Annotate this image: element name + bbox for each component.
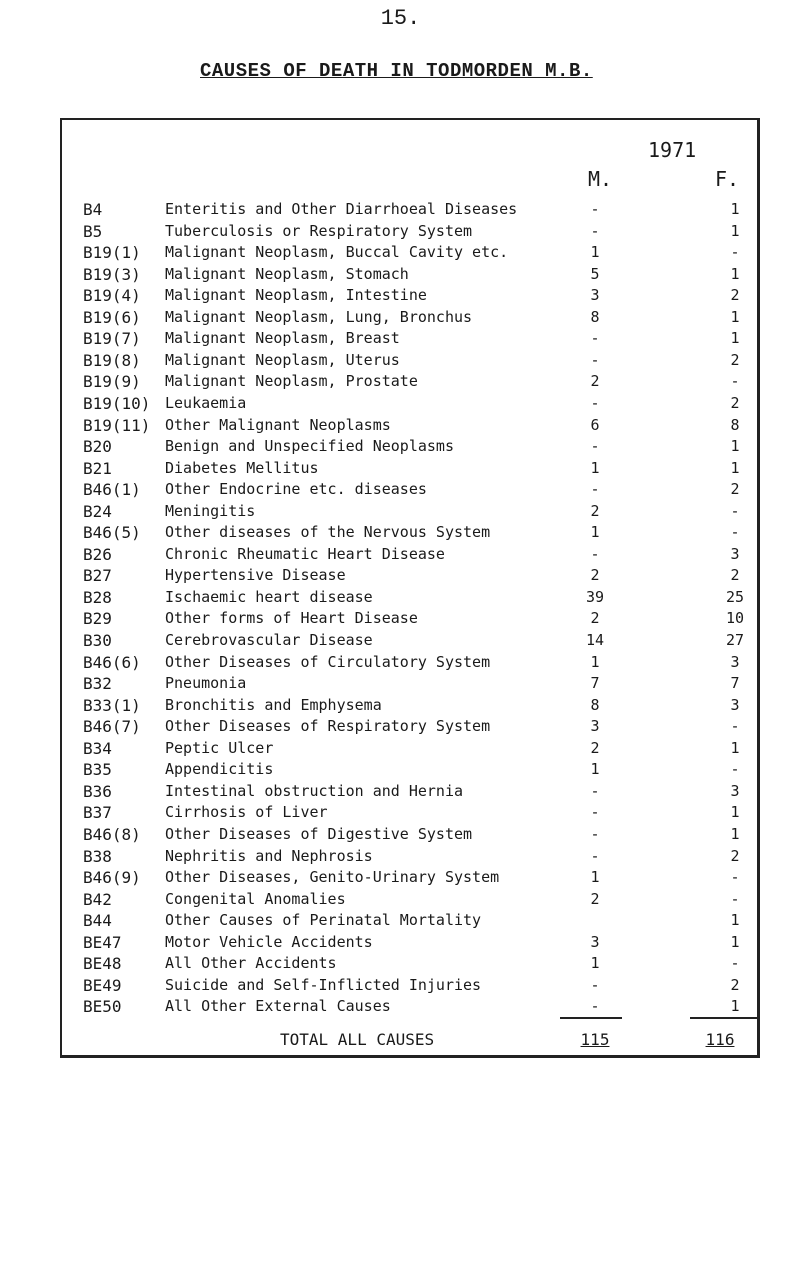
row-cause: Other Diseases of Respiratory System [165, 717, 491, 736]
row-male-count: 39 [585, 587, 605, 606]
row-female-count: 1 [730, 803, 740, 822]
row-female-count: 1 [730, 997, 740, 1016]
row-male-count: - [590, 803, 600, 822]
row-cause: Pneumonia [165, 674, 247, 693]
row-male-count: 2 [590, 566, 600, 585]
row-male-count: - [590, 997, 600, 1016]
row-female-count: 2 [730, 846, 740, 865]
row-code: B27 [83, 566, 112, 586]
year-heading: 1971 [648, 138, 697, 162]
row-cause: Peptic Ulcer [165, 738, 274, 757]
table-row [0, 782, 801, 806]
table-row [0, 890, 801, 914]
row-cause: Other Causes of Perinatal Mortality [165, 911, 482, 930]
total-female: 116 [705, 1030, 735, 1049]
row-female-count: 27 [725, 631, 745, 649]
row-code: B34 [83, 738, 112, 758]
row-code: B30 [83, 631, 112, 650]
row-male-count: 2 [590, 889, 600, 908]
table-row [0, 717, 801, 741]
row-code: B5 [83, 221, 103, 241]
row-male-count: 1 [590, 523, 600, 542]
row-code: BE47 [83, 932, 122, 952]
table-row [0, 502, 801, 526]
row-code: B35 [83, 760, 112, 780]
row-male-count: 2 [590, 609, 600, 628]
row-male-count: - [590, 781, 600, 800]
table-row [0, 200, 801, 224]
table-row [0, 566, 801, 590]
row-cause: Meningitis [165, 501, 256, 520]
table-row [0, 911, 801, 935]
row-cause: Malignant Neoplasm, Buccal Cavity etc. [165, 243, 509, 262]
row-code: B19(10) [83, 393, 151, 413]
table-row [0, 631, 801, 655]
male-sum-line [560, 1017, 622, 1019]
table-row [0, 265, 801, 289]
male-column-heading: M. [588, 167, 613, 191]
table-row [0, 954, 801, 978]
table-row [0, 394, 801, 418]
row-code: B37 [83, 803, 112, 823]
row-female-count: 1 [730, 437, 740, 456]
row-code: B19(11) [83, 415, 151, 435]
row-code: BE48 [83, 954, 122, 974]
row-male-count: - [590, 350, 600, 369]
row-male-count: 6 [590, 415, 600, 434]
table-row [0, 976, 801, 1000]
row-female-count: 1 [730, 200, 740, 218]
row-code: BE49 [83, 975, 122, 995]
row-cause: Other Malignant Neoplasms [165, 415, 391, 434]
row-female-count: - [730, 868, 740, 887]
row-female-count: 1 [730, 221, 740, 240]
row-male-count: 7 [590, 674, 600, 693]
table-row [0, 222, 801, 246]
row-cause: Enteritis and Other Diarrhoeal Diseases [165, 200, 518, 218]
row-code: B4 [83, 200, 103, 219]
row-code: B46(6) [83, 652, 141, 672]
row-female-count: 3 [730, 544, 740, 563]
row-male-count: 14 [585, 631, 605, 649]
table-row [0, 997, 801, 1021]
row-female-count: 3 [730, 781, 740, 800]
row-code: B26 [83, 544, 112, 564]
row-code: B38 [83, 846, 112, 866]
table-row [0, 416, 801, 440]
row-male-count: 1 [590, 652, 600, 671]
row-female-count: 2 [730, 975, 740, 994]
row-code: B21 [83, 458, 112, 478]
row-code: B32 [83, 674, 112, 694]
row-code: B36 [83, 781, 112, 801]
row-male-count: - [590, 393, 600, 412]
table-row [0, 480, 801, 504]
row-female-count: 2 [730, 480, 740, 499]
row-female-count: 7 [730, 674, 740, 693]
row-male-count: 8 [590, 307, 600, 326]
table-row [0, 739, 801, 763]
row-cause: Malignant Neoplasm, Breast [165, 329, 400, 348]
table-row [0, 437, 801, 461]
table-row [0, 868, 801, 892]
table-row [0, 588, 801, 612]
row-male-count: 1 [590, 954, 600, 973]
row-female-count: 1 [730, 932, 740, 951]
row-male-count: 5 [590, 264, 600, 283]
row-cause: Malignant Neoplasm, Prostate [165, 372, 418, 391]
row-code: B19(9) [83, 372, 141, 392]
row-code: B28 [83, 587, 112, 607]
row-cause: All Other External Causes [165, 997, 391, 1016]
row-female-count: 1 [730, 911, 740, 930]
row-cause: Malignant Neoplasm, Lung, Bronchus [165, 307, 473, 326]
row-female-count: - [730, 243, 740, 262]
row-cause: Bronchitis and Emphysema [165, 695, 382, 714]
row-cause: Other Diseases of Circulatory System [165, 652, 491, 671]
row-female-count: 2 [730, 286, 740, 305]
row-female-count: - [730, 954, 740, 973]
female-sum-line [690, 1017, 758, 1019]
row-female-count: 2 [730, 393, 740, 412]
row-code: B19(8) [83, 350, 141, 370]
row-code: B46(1) [83, 480, 141, 500]
total-label: TOTAL ALL CAUSES [280, 1030, 435, 1049]
row-female-count: - [730, 717, 740, 736]
row-female-count: 1 [730, 738, 740, 757]
row-cause: Appendicitis [165, 760, 274, 779]
table-row [0, 286, 801, 310]
row-cause: Other Endocrine etc. diseases [165, 480, 427, 499]
row-cause: Other diseases of the Nervous System [165, 523, 491, 542]
row-female-count: - [730, 501, 740, 520]
row-male-count: - [590, 200, 600, 218]
row-cause: Malignant Neoplasm, Uterus [165, 350, 400, 369]
row-cause: Congenital Anomalies [165, 889, 346, 908]
row-female-count: 8 [730, 415, 740, 434]
table-row [0, 933, 801, 957]
row-male-count: 3 [590, 717, 600, 736]
row-male-count: - [590, 824, 600, 843]
row-code: B46(5) [83, 523, 141, 543]
row-male-count: 1 [590, 243, 600, 262]
row-cause: Other Diseases, Genito-Urinary System [165, 868, 500, 887]
row-female-count: - [730, 889, 740, 908]
row-code: B20 [83, 437, 112, 457]
female-column-heading: F. [715, 167, 740, 191]
row-male-count: - [590, 544, 600, 563]
row-male-count: 3 [590, 286, 600, 305]
row-cause: Benign and Unspecified Neoplasms [165, 437, 454, 456]
row-code: B19(6) [83, 307, 141, 327]
row-code: B46(9) [83, 868, 141, 888]
row-code: B46(7) [83, 717, 141, 737]
row-cause: Diabetes Mellitus [165, 458, 319, 477]
row-male-count: - [590, 846, 600, 865]
row-female-count: 1 [730, 329, 740, 348]
page-title: CAUSES OF DEATH IN TODMORDEN M.B. [200, 60, 593, 82]
row-female-count: - [730, 523, 740, 542]
row-cause: All Other Accidents [165, 954, 337, 973]
row-female-count: - [730, 372, 740, 391]
table-row [0, 696, 801, 720]
row-male-count: - [590, 221, 600, 240]
total-male: 115 [580, 1030, 610, 1049]
row-male-count: 2 [590, 501, 600, 520]
row-cause: Suicide and Self-Inflicted Injuries [165, 975, 482, 994]
row-female-count: 1 [730, 264, 740, 283]
row-female-count: 10 [725, 609, 745, 628]
page-number: 15. [380, 6, 421, 31]
table-row [0, 674, 801, 698]
row-male-count: 1 [590, 760, 600, 779]
row-male-count: 1 [590, 458, 600, 477]
row-cause: Leukaemia [165, 393, 247, 412]
table-row [0, 523, 801, 547]
row-male-count: - [590, 480, 600, 499]
row-cause: Chronic Rheumatic Heart Disease [165, 544, 445, 563]
table-row [0, 760, 801, 784]
row-code: B19(1) [83, 243, 141, 263]
row-female-count: 3 [730, 695, 740, 714]
table-row [0, 545, 801, 569]
row-code: B46(8) [83, 824, 141, 844]
row-cause: Nephritis and Nephrosis [165, 846, 373, 865]
row-cause: Cerebrovascular Disease [165, 631, 373, 649]
row-code: BE50 [83, 997, 122, 1017]
table-row [0, 329, 801, 353]
row-male-count: 3 [590, 932, 600, 951]
row-code: B29 [83, 609, 112, 629]
table-row [0, 847, 801, 871]
row-male-count: - [590, 975, 600, 994]
row-male-count: 1 [590, 868, 600, 887]
row-cause: Malignant Neoplasm, Stomach [165, 264, 409, 283]
row-cause: Other forms of Heart Disease [165, 609, 418, 628]
row-male-count: 2 [590, 738, 600, 757]
row-female-count: 1 [730, 307, 740, 326]
table-row [0, 308, 801, 332]
row-code: B33(1) [83, 695, 141, 715]
row-female-count: - [730, 760, 740, 779]
table-row [0, 825, 801, 849]
row-cause: Malignant Neoplasm, Intestine [165, 286, 427, 305]
table-row [0, 351, 801, 375]
row-code: B24 [83, 501, 112, 521]
row-male-count: 8 [590, 695, 600, 714]
row-female-count: 1 [730, 824, 740, 843]
row-cause: Hypertensive Disease [165, 566, 346, 585]
table-row [0, 459, 801, 483]
row-code: B19(4) [83, 286, 141, 306]
row-male-count: - [590, 437, 600, 456]
row-code: B42 [83, 889, 112, 909]
row-female-count: 25 [725, 587, 745, 606]
row-female-count: 2 [730, 350, 740, 369]
table-row [0, 609, 801, 633]
row-female-count: 3 [730, 652, 740, 671]
table-row [0, 653, 801, 677]
row-female-count: 1 [730, 458, 740, 477]
row-male-count: - [590, 329, 600, 348]
row-code: B44 [83, 911, 112, 931]
row-code: B19(3) [83, 264, 141, 284]
row-cause: Ischaemic heart disease [165, 587, 373, 606]
table-row [0, 803, 801, 827]
row-cause: Cirrhosis of Liver [165, 803, 328, 822]
table-row [0, 243, 801, 267]
table-row [0, 372, 801, 396]
row-cause: Tuberculosis or Respiratory System [165, 221, 473, 240]
row-male-count: 2 [590, 372, 600, 391]
row-code: B19(7) [83, 329, 141, 349]
row-cause: Other Diseases of Digestive System [165, 824, 473, 843]
row-cause: Intestinal obstruction and Hernia [165, 781, 464, 800]
row-female-count: 2 [730, 566, 740, 585]
row-cause: Motor Vehicle Accidents [165, 932, 373, 951]
